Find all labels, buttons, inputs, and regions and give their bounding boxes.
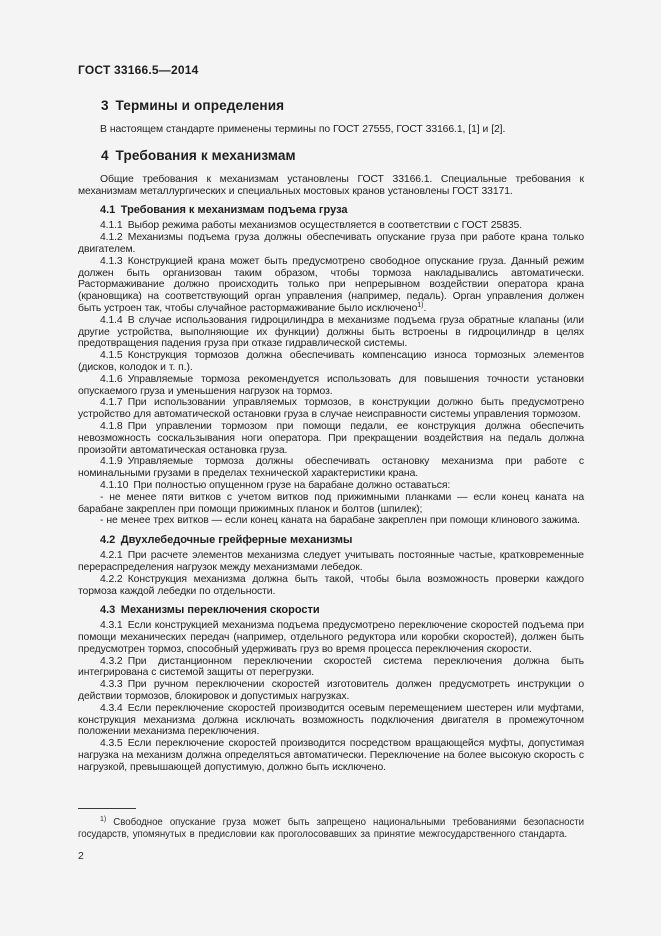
paragraph-4-2-1: 4.2.1 При расчете элементов механизма следует учитывать постоянные частые, кратковременные перераспределения нагрузок между механизмами лебедок. [78,550,584,573]
footnote-marker: 1) [100,816,107,823]
paragraph-4-1-3 [78,256,584,315]
paragraph-4-3-3: 4.3.3 При ручном переключении скоростей изготовитель должен предусмотреть инструкции о действии тормозов, блокировок и допустимых нагрузках. [78,679,584,703]
document-code: ГОСТ 33166.5—2014 [78,63,199,77]
list-item-rope-turns-five: - не менее пяти витков с учетом витков под прижимными планками — если конец каната на барабане закреплен при помощи прижимных планок и болтов (шпилек); [78,491,584,515]
footnote [78,808,584,840]
paragraph-4-1-1: 4.1.1 Выбор режима работы механизмов осуществляется в соответствии с ГОСТ 25835. [100,220,522,232]
footnote-rule [78,808,136,809]
paragraph-text: 4.1.3 Конструкцией крана может быть предусмотрено свободное опускание груза. Данный режим должен быть организован таким образом, чтобы тормоза накладывались автоматически. Растормаживание должно происходить только при непрерывном воздействии оператора крана (крановщика) на соответствующий орган управления (например, педаль). Орган управления должен быть устроен так, чтобы случайное растормаживание было исключено [78,255,584,314]
document-content [78,86,584,774]
subsection-heading-4-3: 4.3 Механизмы переключения скорости [100,604,320,617]
page-number: 2 [78,850,84,862]
section-heading-4: 4 Требования к механизмам [101,147,296,163]
paragraph-4-1-2: 4.1.2 Механизмы подъема груза должны обеспечивать опускание груза при работе крана только двигателем. [78,232,584,255]
paragraph-4-3-5: 4.3.5 Если переключение скоростей производится посредством вращающейся муфты, допустимая нагрузка на механизм должна определяться автоматически. Переключение на более высокую скорость с нагрузкой, превышающей допустимую, должно быть исключено. [78,738,584,773]
paragraph-4-3-1: 4.3.1 Если конструкцией механизма подъема предусмотрено переключение скоростей подъема при помощи механических передач (например, отдельного редуктора или коробки скоростей), должен быть предусмотрен тормоз, способный удерживать груз во время процесса переключения скорости. [78,620,584,655]
footnote-body: Свободное опускание груза может быть запрещено национальными требованиями безопасности государств, упомянутых в предисловии как проголосовавших за принятие межгосударственного стандарта. [78,817,584,840]
footnote-ref-marker: 1) [417,301,424,309]
paragraph-4-3-2: 4.3.2 При дистанционном переключении скоростей система переключения должна быть интегрирована с системой защиты от перегрузки. [78,655,584,679]
paragraph-4-1-6: 4.1.6 Управляемые тормоза рекомендуется использовать для повышения точности установки опускаемого груза и уменьшения нагрузок на тормоз. [78,373,584,397]
paragraph-4-1-4: 4.1.4 В случае использования гидроцилиндра в механизме подъема груза обратные клапаны (или другие устройства, выполняющие их функции) должны быть встроены в гидроцилиндр в целях предотвращения падения груза при отказе гидравлической системы. [78,314,584,350]
paragraph-terms-intro: В настоящем стандарте применены термины по ГОСТ 27555, ГОСТ 33166.1, [1] и [2]. [100,124,506,135]
paragraph-4-1-10: 4.1.10 При полностью опущенном грузе на барабане должно оставаться: [100,479,451,491]
paragraph-4-1-8: 4.1.8 При управлении тормозом при помощи педали, ее конструкция должна обеспечить невозможность соскальзывания ноги оператора. При прекращении воздействия на педаль должна произойти автоматическая остановка груза. [78,420,584,456]
paragraph-mechanisms-intro: Общие требования к механизмам установлены ГОСТ 33166.1. Специальные требования к механизмам металлургических и специальных мостовых кранов установлены ГОСТ 33171. [78,173,584,197]
subsection-heading-4-2: 4.2 Двухлебедочные грейферные механизмы [100,534,353,547]
paragraph-4-1-5: 4.1.5 Конструкция тормозов должна обеспечивать компенсацию износа тормозных элементов (дисков, колодок и т. п.). [78,350,584,373]
section-heading-3: 3 Термины и определения [101,98,285,113]
paragraph-text: . [423,302,427,314]
paragraph-4-2-2: 4.2.2 Конструкция механизма должна быть такой, чтобы была возможность проверки каждого тормоза каждой лебедки по отдельности. [78,573,584,597]
footnote-text [78,817,584,840]
paragraph-4-1-9: 4.1.9 Управляемые тормоза должны обеспечивать остановку механизма при работе с номинальными грузами в пределах технической характеристики крана. [78,456,584,480]
paragraph-4-3-4: 4.3.4 Если переключение скоростей производится осевым перемещением шестерен или муфтами, конструкция механизма должна исключать возможность подключения двигателя в промежуточном положении механизма переключения. [78,702,584,738]
subsection-heading-4-1: 4.1 Требования к механизмам подъема груза [100,204,348,217]
list-item-rope-turns-three: - не менее трех витков — если конец каната на барабане закреплен при помощи клинового зажима. [100,515,580,527]
paragraph-4-1-7: 4.1.7 При использовании управляемых тормозов, в конструкции должно быть предусмотрено устройство для автоматической остановки груза в случае неисправности системы управления тормозом. [78,397,584,421]
